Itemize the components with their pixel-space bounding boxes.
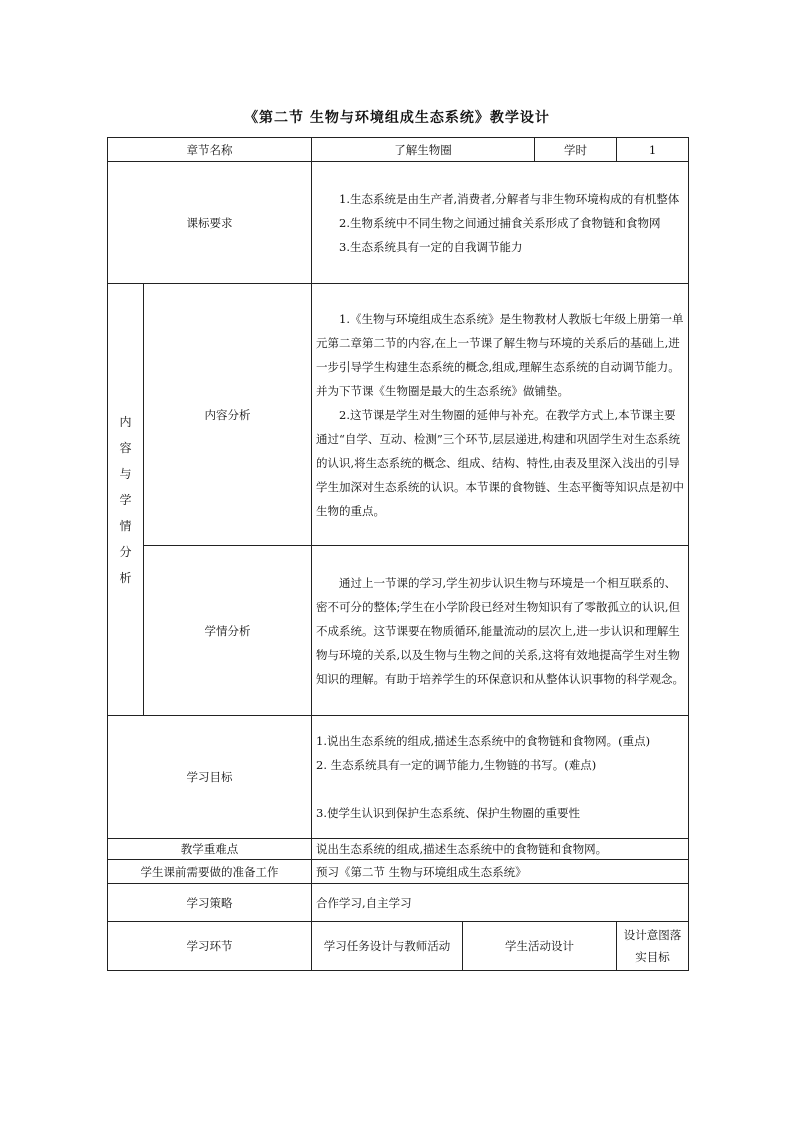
content-analysis-label: 内容分析 — [144, 284, 312, 546]
content-analysis-row — [108, 284, 689, 546]
objectives-row — [108, 716, 689, 839]
student-analysis-row — [108, 546, 689, 716]
page-title: 《第二节 生物与环境组成生态系统》教学设计 — [244, 110, 550, 126]
analysis-group-label: 内 容 与 学 情 分 析 — [108, 284, 144, 716]
strategy-row — [108, 884, 689, 922]
col-task-header: 学习任务设计与教师活动 — [312, 922, 463, 971]
student-analysis-text: 通过上一节课的学习,学生初步认识生物与环境是一个相互联系的、密不可分的整体;学生在小学阶段已经对生物知识有了零散孤立的认识,但不成系统。这节课要在物质循环,能量流动的层次上,进一步认识和理解生物与环境的关系,以及生物与生物之间的关系,这将有效地提高学生对生物知识的理解。有助于培养学生的环保意识和从整体认识事物的科学观念。 — [312, 546, 689, 716]
preparation-row — [108, 860, 689, 884]
standards-content — [312, 162, 689, 284]
key-points-value: 说出生态系统的组成,描述生态系统中的食物链和食物网。 — [312, 839, 689, 860]
standard-item: 3.生态系统具有一定的自我调节能力 — [339, 239, 523, 254]
col-intent-header: 设计意图落实目标 — [617, 922, 689, 971]
hours-value: 1 — [617, 138, 689, 162]
standard-item: 2.生物系统中不同生物之间通过捕食关系形成了食物链和食物网 — [339, 215, 661, 230]
chapter-value: 了解生物圈 — [312, 138, 535, 162]
key-points-row — [108, 839, 689, 860]
sections-header-row — [108, 922, 689, 971]
content-analysis-text: 1.《生物与环境组成生态系统》是生物教材人教版七年级上册第一单元第二章第二节的内容,在上一节课了解生物与环境的关系后的基础上,进一步引导学生构建生态系统的概念,组成,理解生态系统的自动调节能力。并为下节课《生物圈是最大的生态系统》做铺垫。 2.这节课是学生对生物圈的延伸与补充。在教学方式上,本节课主要通过“自学、互动、检测”三个环节,层层递进,构建和巩固学生对生态系统的认识,将生态系统的概念、组成、结构、特性,由表及里深入浅出的引导学生加深对生态系统的认识。本节课的食物链、生态平衡等知识点是初中生物的重点。 — [312, 284, 689, 546]
standard-item: 1.生态系统是由生产者,消费者,分解者与非生物环境构成的有机整体 — [339, 191, 680, 206]
col-activity-header: 学生活动设计 — [463, 922, 617, 971]
student-analysis-label: 学情分析 — [144, 546, 312, 716]
standards-label: 课标要求 — [108, 162, 312, 284]
strategy-value: 合作学习,自主学习 — [312, 884, 689, 922]
lesson-plan-table — [107, 137, 689, 971]
preparation-label: 学生课前需要做的准备工作 — [108, 860, 312, 884]
objectives-label: 学习目标 — [108, 716, 312, 839]
standards-row — [108, 162, 689, 284]
strategy-label: 学习策略 — [108, 884, 312, 922]
chapter-label: 章节名称 — [108, 138, 312, 162]
chapter-row — [108, 138, 689, 162]
objectives-content: 1.说出生态系统的组成,描述生态系统中的食物链和食物网。(重点) 2. 生态系统具有一定的调节能力,生物链的书写。(难点) 3.使学生认识到保护生态系统、保护生物圈的重要性 — [312, 716, 689, 839]
preparation-value: 预习《第二节 生物与环境组成生态系统》 — [312, 860, 689, 884]
hours-label: 学时 — [535, 138, 617, 162]
sections-label: 学习环节 — [108, 922, 312, 971]
key-points-label: 教学重难点 — [108, 839, 312, 860]
